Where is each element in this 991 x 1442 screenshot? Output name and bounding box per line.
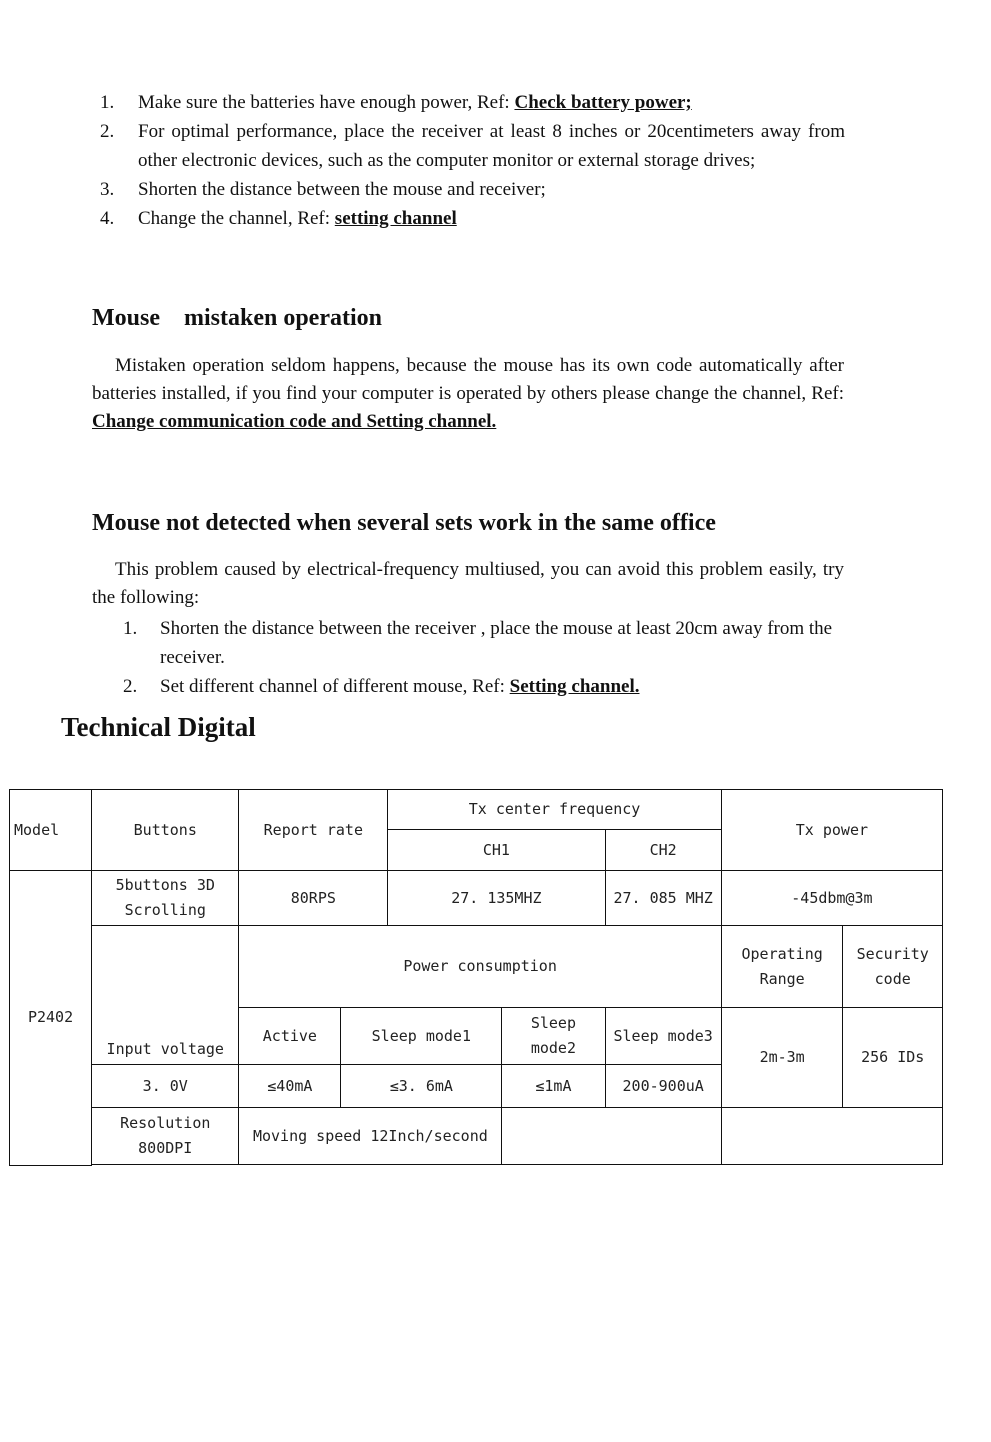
cell-empty (502, 1108, 721, 1165)
list-item-text: Shorten the distance between the mouse and receiver; (138, 179, 546, 200)
cell-sleep-mode2: ≤1mA (502, 1065, 605, 1108)
cell-operating-range: 2m-3m (721, 1008, 843, 1108)
cell-tx-power: -45dbm@3m (721, 871, 942, 926)
ref-link-setting-channel[interactable]: setting channel (334, 208, 457, 229)
ref-link-change-code[interactable]: Change communication code and Setting channel. (92, 411, 497, 432)
cell-empty (721, 1108, 942, 1165)
cell-model: P2402 (10, 871, 92, 1166)
header-input-voltage: Input voltage (92, 926, 239, 1065)
list-text (138, 204, 845, 233)
list-item-text: Shorten the distance between the receiver , place the mouse at least 20cm away from the receiver. (160, 618, 833, 668)
list-item (123, 672, 845, 701)
cell-ch1: 27. 135MHZ (388, 871, 605, 926)
cell-security-code: 256 IDs (843, 1008, 943, 1108)
header-report-rate: Report rate (239, 790, 388, 871)
list-number: 2. (123, 676, 138, 697)
list-item (100, 175, 845, 204)
header-tx-power: Tx power (721, 790, 942, 871)
cell-resolution: Resolution 800DPI (92, 1108, 239, 1165)
header-ch1: CH1 (388, 830, 605, 871)
cell-report-rate: 80RPS (239, 871, 388, 926)
list-number: 1. (123, 618, 138, 639)
list-number: 2. (100, 121, 115, 142)
list-item (100, 204, 845, 233)
ref-link-setting-channel-2[interactable]: Setting channel. (509, 676, 640, 697)
technical-digital-heading: Technical Digital (61, 712, 256, 742)
header-buttons: Buttons (92, 790, 239, 871)
ref-link-check-battery[interactable]: Check battery power; (514, 92, 692, 113)
list-item (123, 614, 845, 672)
header-operating-range: Operating Range (721, 926, 843, 1008)
cell-sleep-mode3: 200-900uA (605, 1065, 721, 1108)
header-security-code: Security code (843, 926, 943, 1008)
header-sleep-mode1: Sleep mode1 (341, 1008, 502, 1065)
list-number: 4. (100, 208, 115, 229)
header-tx-frequency: Tx center frequency (388, 790, 722, 830)
top-troubleshooting-list (100, 88, 845, 233)
not-detected-list (123, 614, 845, 701)
list-text (160, 672, 845, 701)
section-body-mistaken-operation (92, 352, 844, 436)
header-sleep-mode3: Sleep mode3 (605, 1008, 721, 1065)
header-active: Active (239, 1008, 341, 1065)
cell-ch2: 27. 085 MHZ (605, 871, 721, 926)
list-item (100, 117, 845, 175)
header-sleep-mode2: Sleep mode2 (502, 1008, 605, 1065)
list-item-text: Set different channel of different mouse, Ref: (160, 676, 505, 697)
cell-active: ≤40mA (239, 1065, 341, 1108)
list-number: 3. (100, 179, 115, 200)
body-text: Mistaken operation seldom happens, because the mouse has its own code automatically after batteries installed, if you find your computer is operated by others please change the channel, Ref: (92, 355, 844, 404)
list-item-text: Make sure the batteries have enough power, Ref: (138, 92, 510, 113)
list-number: 1. (100, 92, 115, 113)
list-item-text: Change the channel, Ref: (138, 208, 331, 229)
spacer (92, 1165, 943, 1166)
header-ch2: CH2 (605, 830, 721, 871)
list-item (100, 88, 845, 117)
list-item-text: For optimal performance, place the receiver at least 8 inches or 20centimeters away from other electronic devices, such as the computer monitor or external storage drives; (138, 121, 845, 171)
cell-moving-speed: Moving speed 12Inch/second (239, 1108, 502, 1165)
list-text (138, 88, 845, 117)
section-heading-not-detected: Mouse not detected when several sets work in the same office (92, 510, 716, 536)
cell-input-voltage: 3. 0V (92, 1065, 239, 1108)
header-model: Model (10, 790, 92, 871)
cell-sleep-mode1: ≤3. 6mA (341, 1065, 502, 1108)
header-power-consumption: Power consumption (239, 926, 721, 1008)
cell-buttons: 5buttons 3D Scrolling (92, 871, 239, 926)
section-heading-mistaken-operation: Mouse mistaken operation (92, 305, 382, 331)
spec-table (9, 789, 943, 1166)
section-body-not-detected: This problem caused by electrical-frequency multiused, you can avoid this problem easily, try the following: (92, 559, 844, 608)
